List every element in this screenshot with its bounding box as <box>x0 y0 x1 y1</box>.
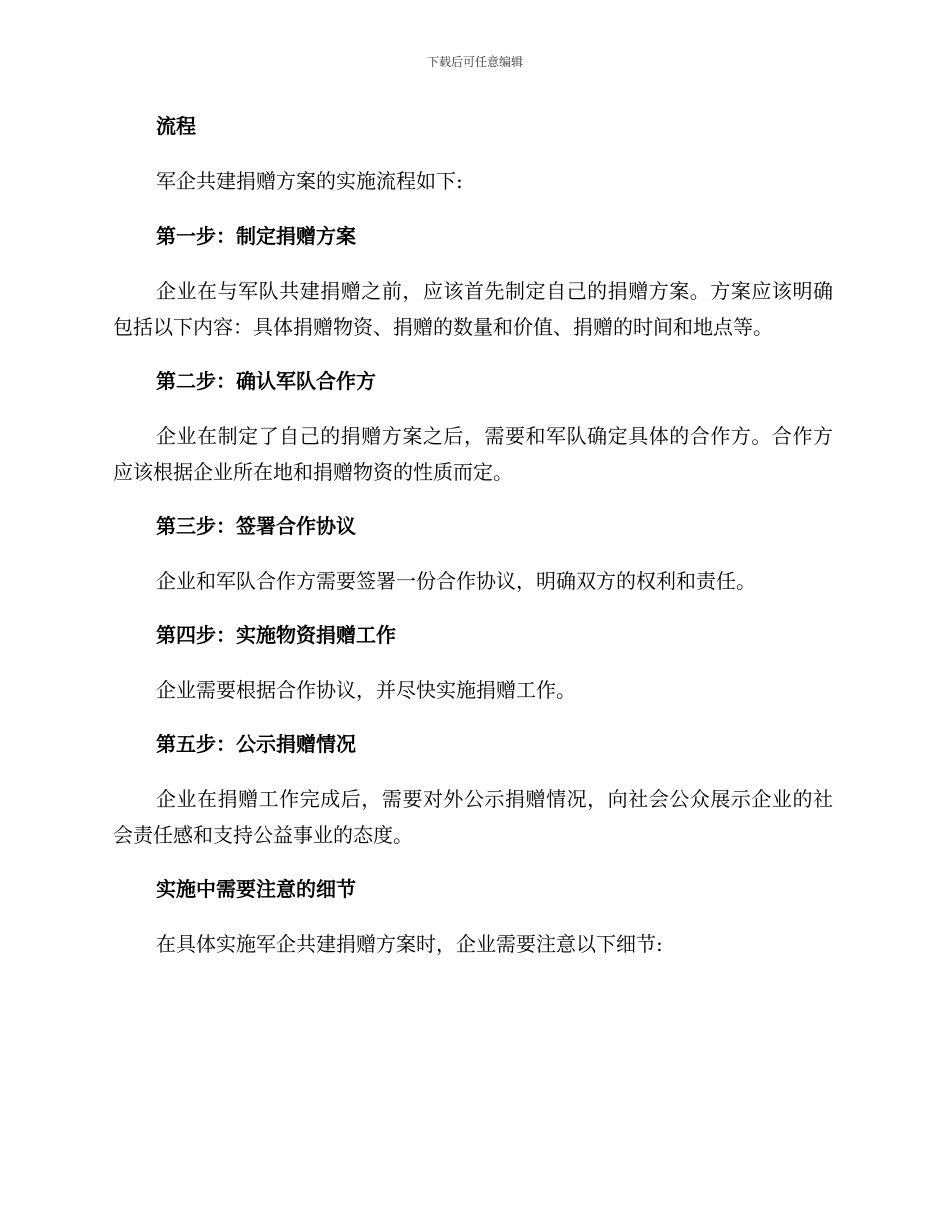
step-3-paragraph: 企业和军队合作方需要签署一份合作协议，明确双方的权利和责任。 <box>156 569 756 593</box>
section-heading-process: 流程 <box>156 114 196 138</box>
paragraph-details-intro: 在具体实施军企共建捐赠方案时，企业需要注意以下细节: <box>156 932 663 956</box>
step-1-paragraph: 企业在与军队共建捐赠之前，应该首先制定自己的捐赠方案。方案应该明确包括以下内容：具体捐赠物资、捐赠的数量和价值、捐赠的时间和地点等。 <box>113 279 833 339</box>
step-3-heading: 第三步：签署合作协议 <box>156 514 356 538</box>
step-1-heading: 第一步：制定捐赠方案 <box>156 224 356 248</box>
step-2-heading: 第二步：确认军队合作方 <box>156 369 376 393</box>
step-2-paragraph: 企业在制定了自己的捐赠方案之后，需要和军队确定具体的合作方。合作方应该根据企业所在地和捐赠物资的性质而定。 <box>113 424 833 484</box>
step-4-paragraph: 企业需要根据合作协议，并尽快实施捐赠工作。 <box>156 678 576 702</box>
step-4-heading: 第四步：实施物资捐赠工作 <box>156 623 396 647</box>
step-5-heading: 第五步：公示捐赠情况 <box>156 732 356 756</box>
page-header: 下载后可任意编辑 <box>426 55 523 69</box>
paragraph-intro: 军企共建捐赠方案的实施流程如下: <box>156 169 463 193</box>
section-heading-details: 实施中需要注意的细节 <box>156 877 356 901</box>
document-body <box>113 108 833 962</box>
step-5-paragraph: 企业在捐赠工作完成后，需要对外公示捐赠情况，向社会公众展示企业的社会责任感和支持公益事业的态度。 <box>113 787 833 847</box>
